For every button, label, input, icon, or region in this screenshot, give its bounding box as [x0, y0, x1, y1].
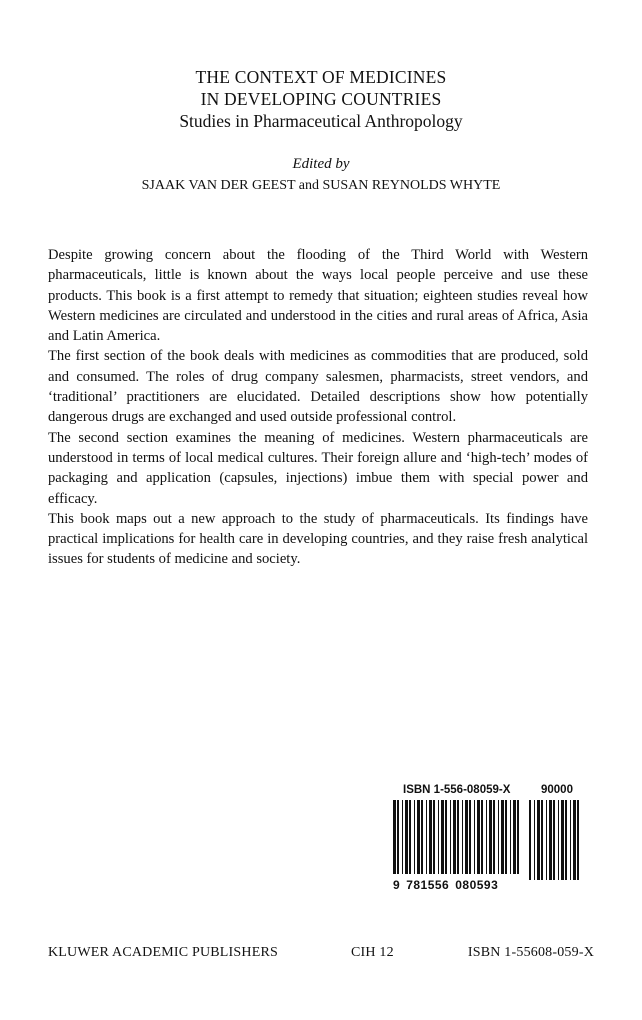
- blurb: [48, 245, 588, 570]
- editors-names: SJAAK VAN DER GEEST and SUSAN REYNOLDS WHYTE: [141, 178, 501, 193]
- barcode-bar: [537, 800, 540, 880]
- barcode-bar: [529, 800, 531, 880]
- barcode-bar: [570, 800, 571, 880]
- barcode-bar: [433, 800, 435, 874]
- blurb-paragraph: This book maps out a new approach to the study of pharmaceuticals. Its findings have practical implications for health care in developing countries, and they raise fresh analytical issues for students of medicine and society.: [48, 510, 588, 568]
- barcode-bar: [498, 800, 499, 874]
- barcode-bar: [462, 800, 463, 874]
- barcode-bar: [577, 800, 579, 880]
- barcode-bar: [549, 800, 552, 880]
- barcode-bar: [534, 800, 535, 880]
- barcode-bar: [429, 800, 432, 874]
- book-title-line-2: IN DEVELOPING COUNTRIES: [200, 89, 442, 109]
- barcode-bar: [561, 800, 564, 880]
- barcode-bar: [457, 800, 459, 874]
- barcode-bar: [441, 800, 444, 874]
- barcode-bar: [505, 800, 507, 874]
- barcode-bar: [402, 800, 403, 874]
- barcode-bar: [558, 800, 559, 880]
- blurb-paragraph: The second section examines the meaning of medicines. Western pharmaceuticals are understood in terms of local medical cultures. Their foreign allure and ‘high-tech’ modes of packaging and application (capsules, injections) imbue them with special power and efficacy.: [48, 429, 588, 507]
- publisher-name: KLUWER ACADEMIC PUBLISHERS: [48, 945, 278, 960]
- barcode-digits: [393, 878, 498, 892]
- ean-barcode-bars: [393, 800, 519, 874]
- barcode-bar: [445, 800, 447, 874]
- barcode-digits-left: 781556: [406, 878, 450, 892]
- barcode-area: [393, 784, 598, 899]
- footer-isbn: ISBN 1-55608-059-X: [467, 945, 594, 960]
- edited-by-label: Edited by: [292, 156, 350, 172]
- barcode-isbn-label: ISBN 1-556-08059-X: [403, 784, 511, 796]
- series-code: CIH 12: [351, 945, 394, 960]
- barcode-bar: [421, 800, 423, 874]
- barcode-bar: [517, 800, 519, 874]
- barcode-bar: [474, 800, 475, 874]
- barcode-bar: [565, 800, 567, 880]
- barcode-bar: [573, 800, 576, 880]
- title-block: [0, 66, 642, 132]
- barcode-bar: [450, 800, 451, 874]
- barcode-bar: [477, 800, 480, 874]
- barcode-bar: [426, 800, 427, 874]
- barcode-bar: [438, 800, 439, 874]
- footer: [48, 945, 594, 965]
- barcode-bar: [493, 800, 495, 874]
- barcode-bar: [397, 800, 399, 874]
- barcode-bar: [469, 800, 471, 874]
- barcode-bar: [501, 800, 504, 874]
- barcode-bar: [553, 800, 555, 880]
- barcode-price-code: 90000: [541, 784, 573, 796]
- book-title-line-1: THE CONTEXT OF MEDICINES: [195, 67, 447, 87]
- barcode-bar: [405, 800, 408, 874]
- barcode-digit-first: 9: [393, 878, 401, 892]
- barcode-bar: [513, 800, 516, 874]
- blurb-paragraph: Despite growing concern about the flooding of the Third World with Western pharmaceuticals, little is known about the ways local people perceive and use these products. This book is a first attempt to remedy that situation; eighteen studies reveal how Western medicines are circulated and understood in the cities and rural areas of Africa, Asia and Latin America.: [48, 247, 588, 345]
- barcode-bar: [393, 800, 396, 874]
- barcode-bar: [417, 800, 420, 874]
- blurb-paragraph: The first section of the book deals with medicines as commodities that are produced, sold and consumed. The roles of drug company salesmen, pharmacists, street vendors, and ‘traditional’ practitioners are elucidated. Detailed descriptions show how potentially dangerous drugs are exchanged and used outside professional control.: [48, 348, 588, 426]
- book-subtitle: Studies in Pharmaceutical Anthropology: [179, 111, 463, 131]
- barcode-bar: [414, 800, 415, 874]
- barcode-bar: [453, 800, 456, 874]
- barcode-bar: [465, 800, 468, 874]
- barcode-digits-right: 080593: [455, 878, 499, 892]
- barcode-bar: [481, 800, 483, 874]
- barcode-bar: [409, 800, 411, 874]
- barcode-bar: [546, 800, 547, 880]
- barcode-bar: [489, 800, 492, 874]
- barcode-bar: [541, 800, 543, 880]
- barcode-bar: [486, 800, 487, 874]
- barcode-bar: [510, 800, 511, 874]
- price-addon-barcode-bars: [529, 800, 579, 880]
